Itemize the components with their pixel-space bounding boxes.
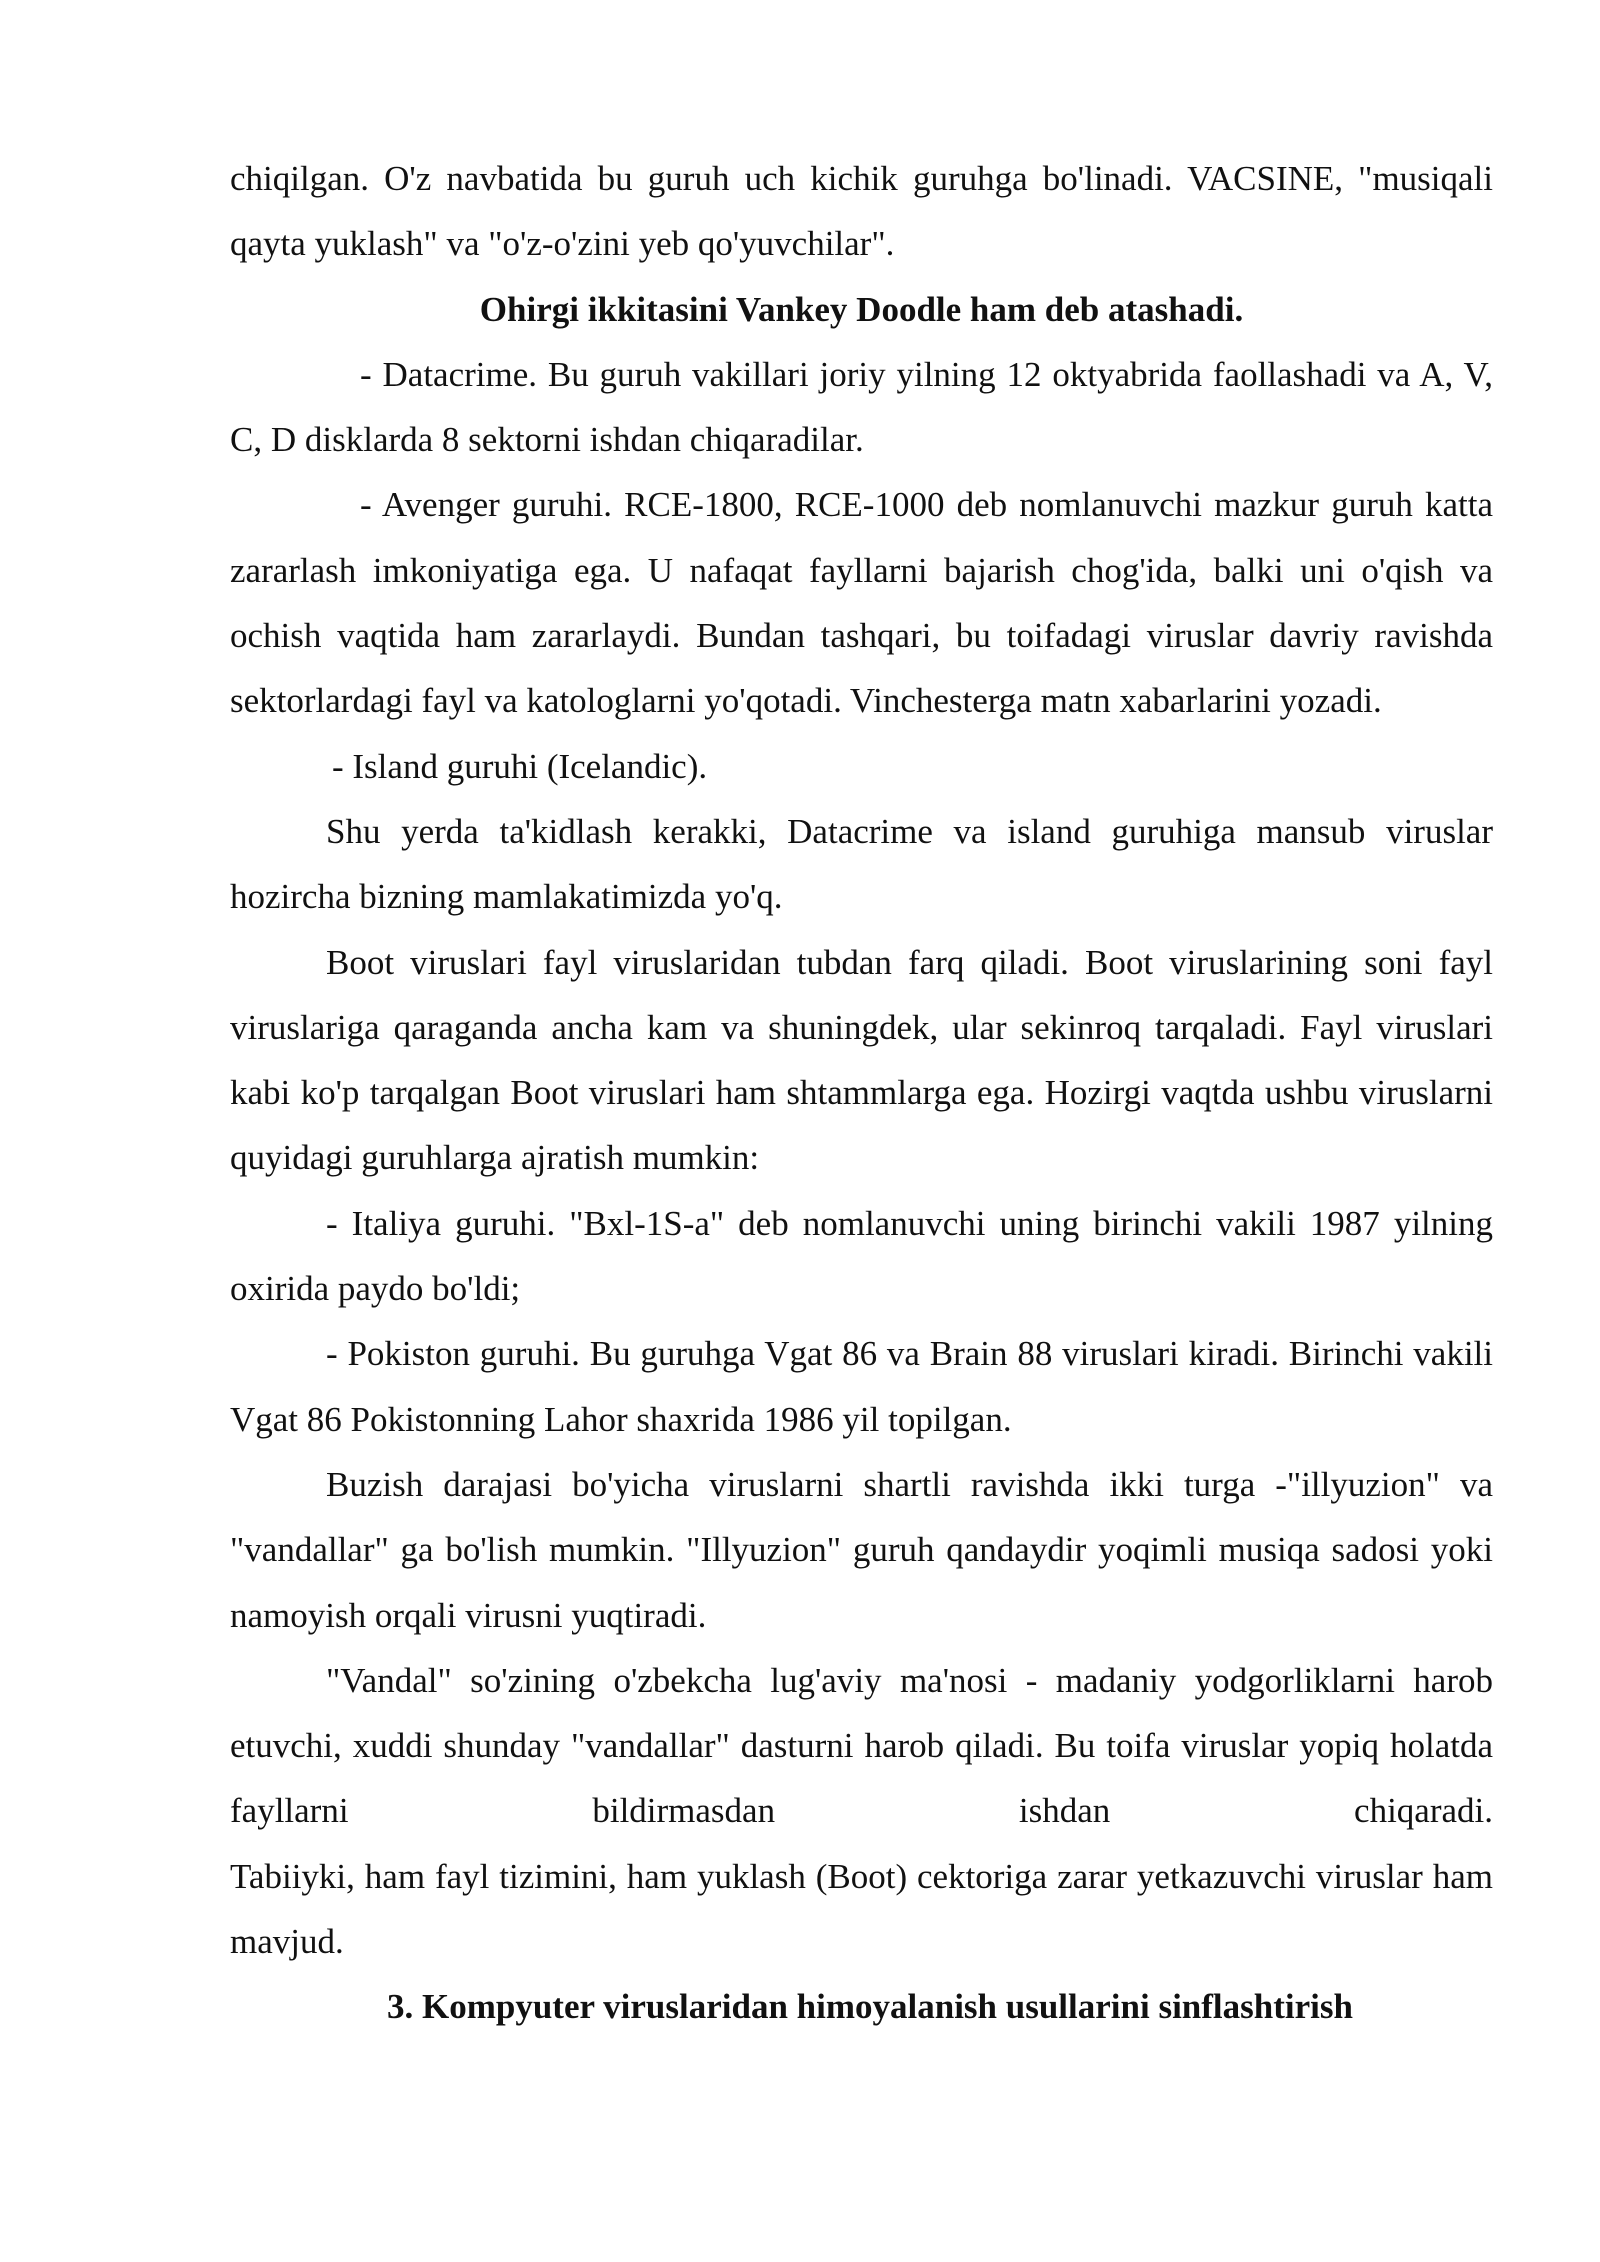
- paragraph-datacrime: - Datacrime. Bu guruh vakillari joriy yilning 12 oktyabrida faollashadi va A, V, C, D disklarda 8 sektorni ishdan chiqaradilar.: [230, 354, 1493, 460]
- paragraph: Tabiiyki, ham fayl tizimini, ham yuklash (Boot) cektoriga zarar yetkazuvchi viruslar ham mavjud.: [230, 1856, 1493, 1962]
- paragraph-avenger: - Avenger guruhi. RCE-1800, RCE-1000 deb nomlanuvchi mazkur guruh katta zararlash imkoniyatiga ega. U nafaqat fayllarni bajarish chog'ida, balki uni o'qish va ochish vaqtida ham zararlaydi. Bundan tashqari, bu toifadagi viruslar davriy ravishda sektorlardagi fayl va katologlarni yo'qotadi. Vinchesterga matn xabarlarini yozadi.: [230, 485, 1493, 721]
- paragraph-vandal: "Vandal" so'zining o'zbekcha lug'aviy ma'nosi - madaniy yodgorliklarni harob etuvchi, xuddi shunday "vandallar" dasturni harob qiladi. Bu toifa viruslar yopiq holatda fayllarni bildirmasdan ishdan chiqaradi.: [230, 1660, 1493, 1831]
- paragraph-pakistan-group: - Pokiston guruhi. Bu guruhga Vgat 86 va Brain 88 viruslari kiradi. Birinchi vakili Vgat 86 Pokistonning Lahor shaxrida 1986 yil topilgan.: [230, 1334, 1493, 1439]
- bold-centered-line: Ohirgi ikkitasini Vankey Doodle ham deb atashadi.: [479, 289, 1244, 329]
- paragraph-illusion: Buzish darajasi bo'yicha viruslarni shartli ravishda ikki turga -"illyuzion" va "vandallar" ga bo'lish mumkin. "Illyuzion" guruh qandaydir yoqimli musiqa sadosi yoki namoyish orqali virusni yuqtiradi.: [230, 1464, 1493, 1635]
- paragraph: Shu yerda ta'kidlash kerakki, Datacrime va island guruhiga mansub viruslar hozircha bizning mamlakatimizda yo'q.: [230, 811, 1493, 917]
- paragraph-italy-group: - Italiya guruhi. "Bxl-1S-a" deb nomlanuvchi uning birinchi vakili 1987 yilning oxirida paydo bo'ldi;: [230, 1203, 1493, 1309]
- section-heading: 3. Kompyuter viruslaridan himoyalanish usullarini sinflashtirish: [387, 1987, 1353, 2027]
- paragraph-island: - Island guruhi (Icelandic).: [332, 746, 708, 786]
- paragraph-boot-viruses: Boot viruslari fayl viruslaridan tubdan farq qiladi. Boot viruslarining soni fayl viruslariga qaraganda ancha kam va shuningdek, ular sekinroq tarqaladi. Fayl viruslari kabi ko'p tarqalgan Boot viruslari ham shtammlarga ega. Hozirgi vaqtda ushbu viruslarni quyidagi guruhlarga ajratish mumkin:: [230, 942, 1493, 1178]
- paragraph: chiqilgan. O'z navbatida bu guruh uch kichik guruhga bo'linadi. VACSINE, "musiqali qayta yuklash" va "o'z-o'zini yeb qo'yuvchilar".: [230, 159, 1493, 264]
- document-body: [230, 146, 1493, 2040]
